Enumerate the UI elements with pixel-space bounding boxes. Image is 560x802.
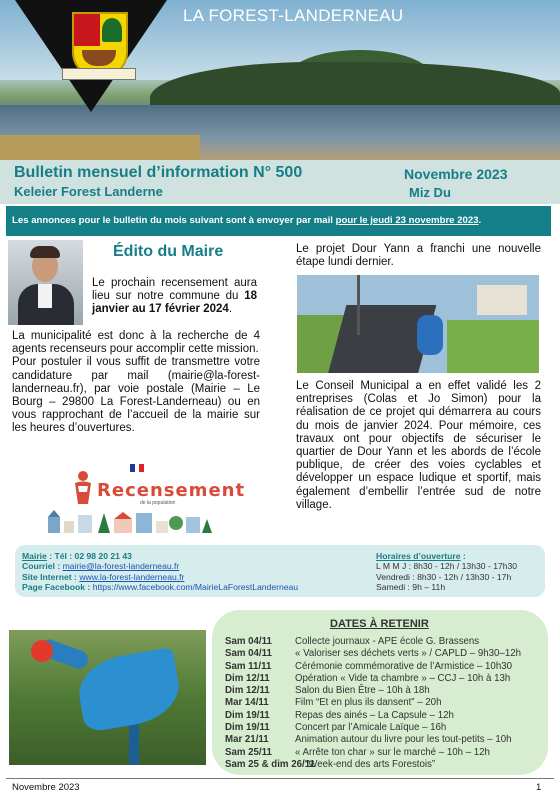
event-text: Film “Et en plus ils dansent” – 20h [295,697,442,709]
facebook-link[interactable]: https://www.facebook.com/MairieLaForestLanderneau [92,582,299,593]
footer-rule [6,778,554,779]
edito-paragraph-1: La municipalité est donc à la recherche de 4 agents recenseurs pour accomplir cette mission. [12,330,260,356]
census-person-icon [72,470,94,504]
page-number: 1 [536,782,542,793]
event-text: Collecte journaux - APE école G. Brassens [295,636,480,647]
dates-title: DATES À RETENIR [330,618,429,630]
hours-colon: : [460,551,466,561]
edito-intro [92,277,257,317]
event-text: “Week-end des arts Forestois” [305,758,436,770]
event-texts-column [295,636,521,771]
edito-intro-end: . [228,303,233,316]
site-label: Site Internet : [22,571,80,582]
mairie-phone: : Tél : 02 98 20 21 43 [46,551,132,561]
mairie-label: Mairie [22,551,47,561]
project-intro: Le projet Dour Yann a franchi une nouvelle étape lundi dernier. [296,243,541,269]
bird-sculpture-photo [9,630,206,765]
hours-label: Horaires d’ouverture [376,551,461,561]
footer-date: Novembre 2023 [12,782,80,793]
mayor-photo [8,240,83,325]
contact-details [22,551,298,593]
edito-intro-dates: 18 janvier au 17 février 2024 [92,290,257,316]
website-link[interactable]: www.la-forest-landerneau.fr [79,571,185,582]
facebook-label: Page Facebook : [22,582,93,593]
event-date: Dim 12/11 [225,685,270,697]
event-date: Sam 04/11 [225,636,272,647]
edito-body [12,330,260,436]
event-text: Repas des ainés – La Capsule – 12h [295,709,454,721]
village-illustration [48,507,213,533]
event-date: Sam 11/11 [225,660,272,672]
recensement-logo-subtitle: de la population [140,500,176,506]
dour-yann-photo [297,275,539,373]
event-text: Salon du Bien Être – 10h à 18h [295,685,430,697]
edito-paragraph-2: Pour postuler il vous suffit de transmettre votre candidature par mail (mairie@la-forest-landerneau.fr), par voie postale (Mairie – Le Bourg – 29800 La Forest-Landerneau) ou en vous rapprochant de l’accueil de la mairie sur les heures d’ouvertures. [12,356,260,435]
project-body: Le Conseil Municipal a en effet validé les 2 entreprises (Colas et Jo Simon) pour la réalisation de ce projet qui démarrera au cours du mois de janvier 2024. Pour mémoire, ces travaux ont pour objectifs de sécuriser le quartier de Dour Yann et les abords de l’école publique, de créer des voies cyclables et développer un espace ludique et sportif, mais également d’embellir l’entrée sud de notre village. [296,380,541,511]
hours-weekdays: L M M J : 8h30 - 12h / 13h30 - 17h30 [376,561,518,572]
notice-deadline-link[interactable]: pour le jeudi 23 novembre 2023 [335,215,479,226]
bulletin-title: Bulletin mensuel d’information N° 500 [14,164,303,181]
event-date: Dim 19/11 [225,722,270,734]
event-text: « Arrête ton char » sur le marché – 10h – 12h [295,746,490,758]
site-title-box [183,6,443,30]
french-flag-icon [130,459,144,467]
recensement-logo-text: Recensement [97,480,246,501]
event-date: Sam 25/11 [225,746,272,758]
event-date: Mar 14/11 [225,697,269,709]
hours-friday: Vendredi : 8h30 - 12h / 13h30 - 17h [376,571,512,582]
site-title: LA FOREST-LANDERNEAU [183,6,404,25]
notice-text: Les annonces pour le bulletin du mois suivant sont à envoyer par [12,215,314,226]
crest-ribbon [62,68,136,80]
event-text: « Valoriser ses déchets verts » / CAPLD – 9h30–12h [295,648,521,660]
event-date: Sam 04/11 [225,648,272,660]
opening-hours [376,551,517,593]
bulletin-band [0,160,560,204]
event-text: Opération « Vide ta chambre » – CCJ – 10h à 13h [295,672,511,684]
event-text: Cérémonie commémorative de l’Armistice – 10h30 [295,660,512,672]
event-text: Concert par l’Amicale Laïque – 16h [295,722,447,734]
hours-saturday: Samedi : 9h – 11h [376,582,446,593]
courriel-label: Courriel : [22,561,63,572]
notice-bar [6,206,551,236]
bulletin-month-breton: Miz Du [409,185,451,200]
edito-intro-text: Le prochain recensement aura lieu sur notre commune du [92,277,257,303]
notice-mail: mail [313,215,333,226]
event-date: Dim 12/11 [225,672,270,684]
bulletin-subtitle: Keleier Forest Landerne [14,184,163,199]
event-date: Mar 21/11 [225,734,269,746]
bulletin-month: Novembre 2023 [404,166,508,182]
event-date: Dim 19/11 [225,709,270,721]
event-date: Sam 25 & dim 26/11 [225,758,315,770]
event-text: Animation autour du livre pour les tout-petits – 10h [295,734,512,746]
edito-title: Édito du Maire [113,243,224,260]
notice-end: . [478,215,482,226]
email-link[interactable]: mairie@la-forest-landerneau.fr [62,561,180,572]
